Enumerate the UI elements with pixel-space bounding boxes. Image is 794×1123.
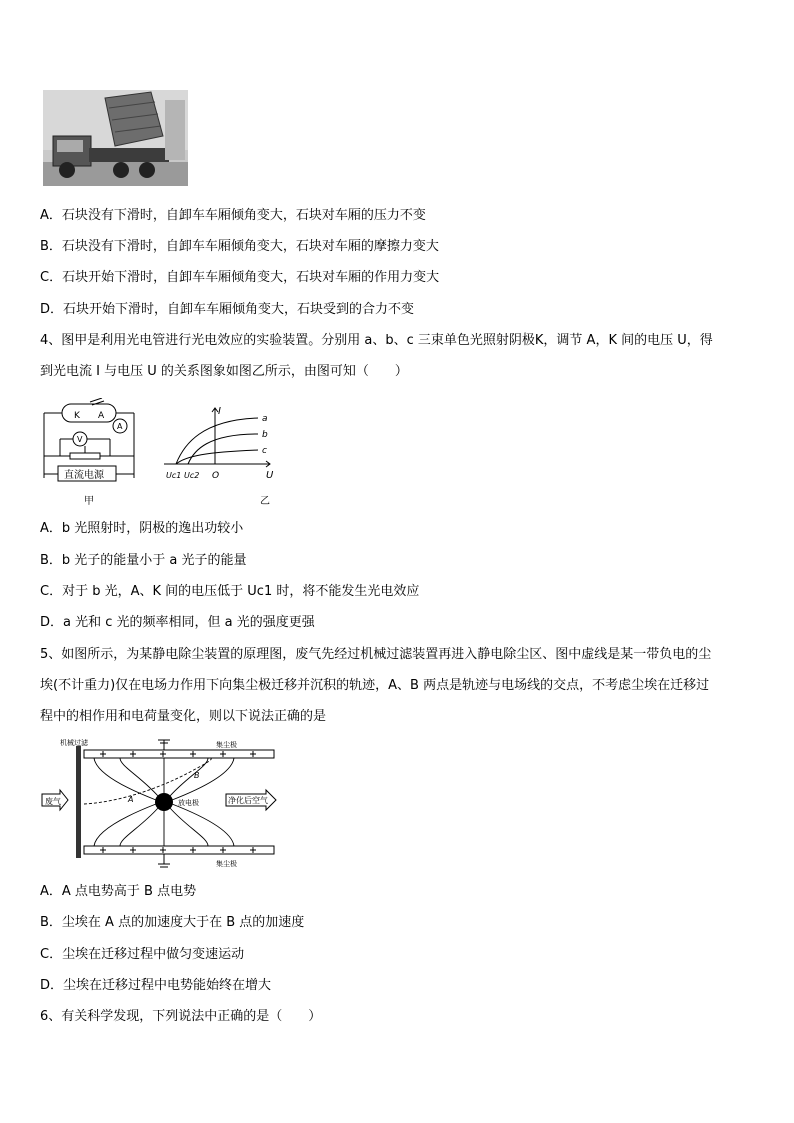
q4-stem-line-1: 4、图甲是利用光电管进行光电效应的实验装置。分别用 a、b、c 三束单色光照射阴极K，调节 A，K 间的电压 U，得 (40, 333, 713, 348)
discharge-electrode-label: 放电极 (178, 799, 199, 807)
q5-option-d: D．尘埃在迁移过程中电势能始终在增大 (40, 978, 272, 993)
q3-option-b: B．石块没有下滑时，自卸车车厢倾角变大，石块对车厢的摩擦力变大 (40, 239, 439, 254)
uc1-label: Uc1 (166, 471, 182, 480)
figure-jia-caption: 甲 (84, 496, 94, 507)
curve-label-a: a (262, 414, 268, 424)
uc2-label: Uc2 (184, 471, 200, 480)
curve-label-b: b (262, 430, 268, 440)
figure-yi-caption: 乙 (260, 496, 270, 507)
q5-option-b: B．尘埃在 A 点的加速度大于在 B 点的加速度 (40, 915, 305, 930)
q3-option-c: C．石块开始下滑时，自卸车车厢倾角变大，石块对车厢的作用力变大 (40, 270, 440, 285)
voltmeter-label: V (77, 435, 83, 444)
q5-stem-line-2: 埃(不计重力)仅在电场力作用下向集尘极迁移并沉积的轨迹，A、B 两点是轨迹与电场线的交点，不考虑尘埃在迁移过 (40, 678, 710, 693)
axis-label-u: U (266, 470, 274, 481)
q5-option-a: A．A 点电势高于 B 点电势 (40, 884, 197, 899)
bottom-collector-label: 集尘极 (216, 860, 237, 868)
ammeter-label: A (117, 422, 123, 431)
q3-option-d: D．石块开始下滑时，自卸车车厢倾角变大，石块受到的合力不变 (40, 302, 415, 317)
q4-iu-graph (162, 404, 282, 510)
q4-circuit-figure (40, 398, 140, 510)
curve-label-c: c (262, 446, 267, 456)
q5-precipitator-figure (40, 736, 285, 872)
exhaust-in-label: 废气 (45, 797, 61, 806)
point-a-label: A (128, 795, 134, 804)
q4-option-c: C．对于 b 光，A、K 间的电压低于 Uc1 时，将不能发生光电效应 (40, 584, 420, 599)
origin-label: O (212, 471, 220, 481)
clean-air-out-label: 净化后空气 (228, 796, 268, 805)
point-b-label: B (194, 771, 200, 780)
q4-stem-line-2: 到光电流 I 与电压 U 的关系图象如图乙所示，由图可知（ ） (40, 364, 408, 379)
axis-label-i: I (218, 406, 221, 417)
cathode-label-k: K (74, 411, 80, 421)
q4-option-b: B．b 光子的能量小于 a 光子的能量 (40, 553, 247, 568)
mechanical-filter-label: 机械过滤 (60, 739, 88, 747)
dc-power-label: 直流电源 (64, 470, 104, 481)
q6-stem: 6、有关科学发现，下列说法中正确的是（ ） (40, 1009, 322, 1024)
q4-option-a: A．b 光照射时，阴极的逸出功较小 (40, 521, 244, 536)
top-collector-label: 集尘极 (216, 741, 237, 749)
q5-stem-line-3: 程中的相作用和电荷量变化，则以下说法正确的是 (40, 709, 327, 724)
q5-stem-line-1: 5、如图所示，为某静电除尘装置的原理图，废气先经过机械过滤装置再进入静电除尘区、图中虚线是某一带负电的尘 (40, 647, 712, 662)
dump-truck-photo (43, 90, 188, 186)
q4-option-d: D．a 光和 c 光的频率相同，但 a 光的强度更强 (40, 615, 315, 630)
anode-label-a: A (98, 411, 105, 421)
q5-option-c: C．尘埃在迁移过程中做匀变速运动 (40, 947, 245, 962)
q3-option-a: A．石块没有下滑时，自卸车车厢倾角变大，石块对车厢的压力不变 (40, 208, 426, 223)
